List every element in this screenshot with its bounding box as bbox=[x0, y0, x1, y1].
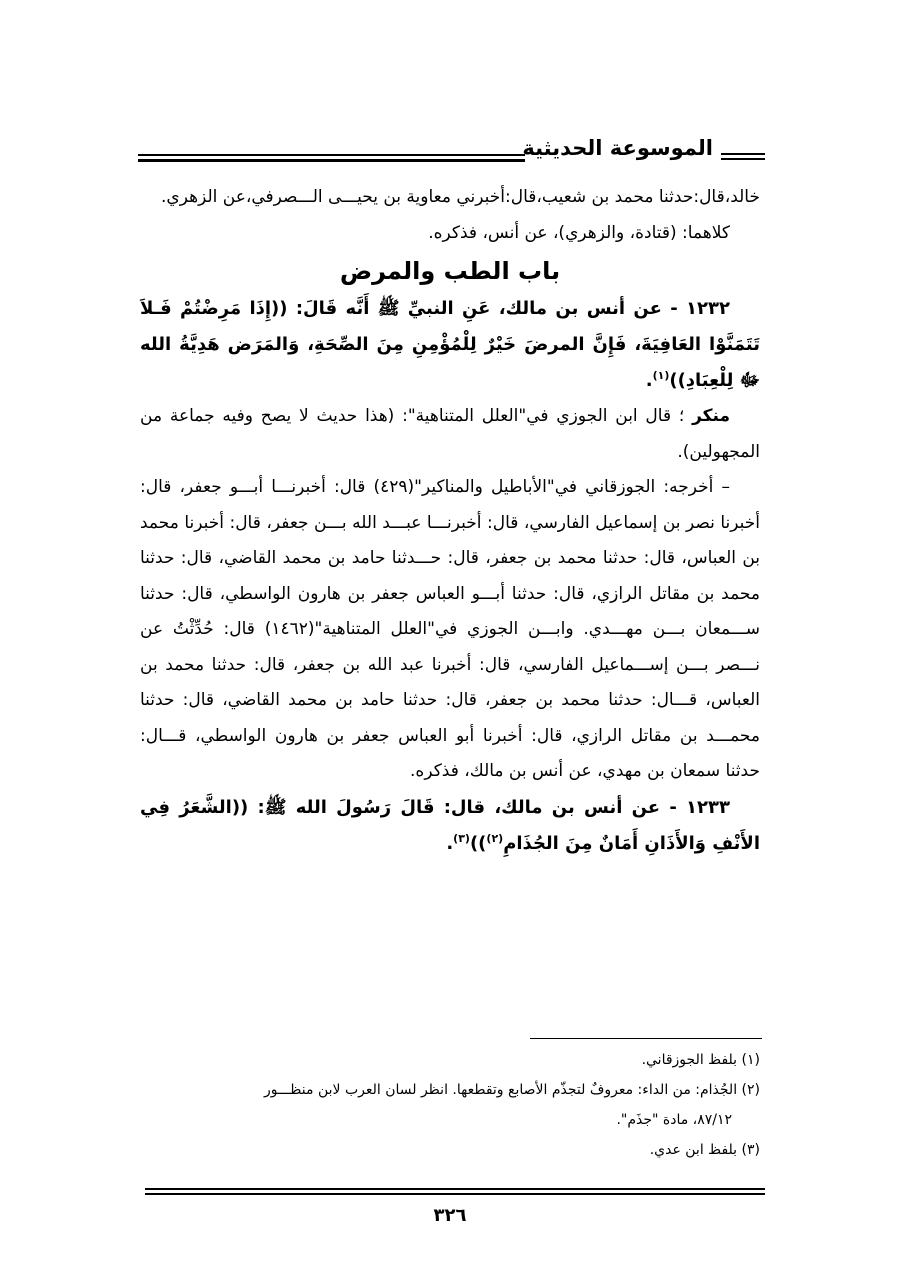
running-header bbox=[138, 136, 765, 176]
footnote-separator bbox=[530, 1038, 762, 1039]
page-body bbox=[140, 180, 760, 862]
page-number: ٣٢٦ bbox=[433, 1205, 467, 1226]
hadith-1233 bbox=[140, 790, 760, 862]
footnote-ref-3: (٣) bbox=[453, 831, 470, 845]
grading-paragraph bbox=[140, 399, 760, 470]
hadith-1233-end: . bbox=[446, 832, 454, 854]
grading-label: منكر bbox=[692, 406, 730, 426]
grading-text: ؛ قال ابن الجوزي في"العلل المتناهية": (هذا حديث لا يصح وفيه جماعة من المجهولين). bbox=[140, 406, 760, 462]
summary-line: كلاهما: (قتادة، والزهري)، عن أنس، فذكره. bbox=[428, 222, 730, 243]
hadith-1233-close: )) bbox=[469, 832, 487, 854]
header-title: الموسوعة الحديثية bbox=[522, 136, 765, 160]
hadith-1233-text: ١٢٣٣ - عن أنس بن مالك، قال: قَالَ رَسُولَ الله ﷺ: ((الشَّعَرُ فِي الأَنْفِ وَالأَذَانِ أَمَانٌ مِنَ الجُذَامِ bbox=[140, 796, 760, 854]
footnotes bbox=[142, 1045, 760, 1165]
footer-rule bbox=[145, 1188, 765, 1195]
chapter-heading: باب الطب والمرض bbox=[339, 257, 561, 285]
takhrij-paragraph: – أخرجه: الجوزقاني في"الأباطيل والمناكير"(٤٢٩) قال: أخبرنـــا أبـــو جعفر، قال: أخبرنا نصر بن إسماعيل الفارسي، قال: أخبرنـــا عبـــد الله بـــن جعفر، قال: أخبرنا محمد بن العباس، قال: حدثنا محمد بن جعفر، قال: حـــدثنا حامد بن محمد القاضي، قال: حدثنا محمد بن مقاتل الرازي، قال: حدثنا أبـــو العباس جعفر بن هارون الواسطي، قال: حدثنا ســـمعان بـــن مهـــدي. وابـــن الجوزي في"العلل المتناهية"(١٤٦٢) قال: حُدِّثْتُ عن نـــصر بـــن إســـماعيل الفارسي، قال: أخبرنا عبد الله بن جعفر، قال: حدثنا محمد بن العباس، قـــال: حدثنا محمد بن جعفر، قال: حدثنا حامد بن محمد القاضي، قال: حدثنا محمـــد بن مقاتل الرازي، قال: أخبرنا أبو العباس جعفر بن هارون الواسطي، قـــال: حدثنا سمعان بن مهدي، عن أنس بن مالك، فذكره. bbox=[140, 477, 760, 781]
footnote-ref-1: (١) bbox=[652, 369, 670, 382]
footnote-ref-2: (٢) bbox=[486, 831, 504, 845]
hadith-1232 bbox=[140, 291, 760, 399]
footnote-2-continuation: ٨٧/١٢، مادة "جذَم". bbox=[616, 1112, 732, 1128]
footnote-3: (٣) بلفظ ابن عدي. bbox=[649, 1142, 760, 1158]
isnad-continuation: خالد،قال:حدثنا محمد بن شعيب،قال:أخبرني معاوية بن يحيـــى الـــصرفي،عن الزهري. bbox=[161, 187, 760, 207]
hadith-1232-end: . bbox=[645, 370, 653, 391]
hadith-1232-text: ١٢٣٢ - عن أنس بن مالك، عَنِ النبيِّ ﷺ أَنَّه قَالَ: ((إِذَا مَرِضْتُمْ فَـلاَ تَتَمَنَّوْا العَافِيَةَ، فَإِنَّ المرضَ خَيْرٌ لِلْمُؤْمِنِ مِنَ الصِّحَةِ، وَالمَرَض هَدِيَّةُ الله ﷻ لِلْعِبَادِ)) bbox=[140, 298, 760, 391]
footnote-1: (١) بلفظ الجوزقاني. bbox=[641, 1052, 760, 1068]
footnote-2: (٢) الجُذام: من الداء: معروفٌ لتجذّم الأصابع وتقطعها. انظر لسان العرب لابن منظـــور bbox=[264, 1082, 760, 1098]
header-rule bbox=[138, 154, 525, 162]
